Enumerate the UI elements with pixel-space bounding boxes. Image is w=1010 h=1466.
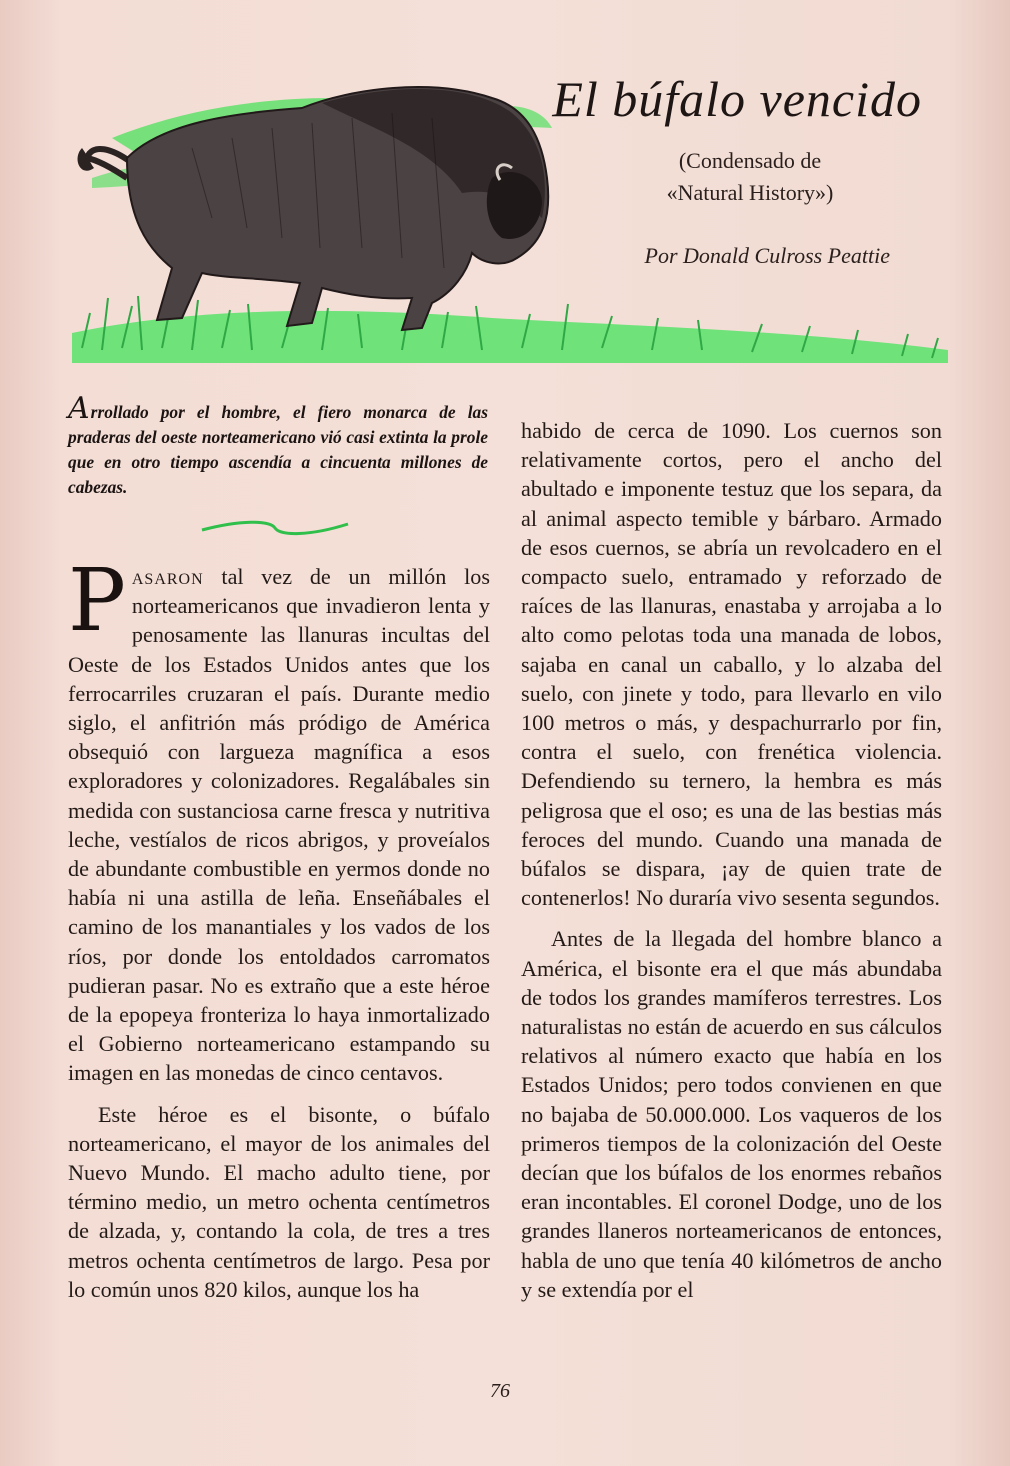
ornament-swash xyxy=(200,518,350,538)
paragraph-1-text: tal vez de un millón los norteamericanos que invadieron lenta y penosamente las llanuras incultas del Oeste de los Estados Unidos antes que los ferrocarriles cruzaran el país. Durante medio siglo, el anfitrión más pródigo de América obsequió con largueza magnífica a esos exploradores y colonizadores. Regalábales sin medida con sustanciosa carne fresca y nutritiva leche, vestíalos de ricos abrigos, y proveíalos de abundante combustible en yermos donde no había ni una astilla de leña. Enseñábales el camino de los manantiales y los vados de los ríos, por donde los entoldados carromatos pudieran pasar. No es extraño que a este héroe de la epopeya fronteriza lo haya inmortalizado el Gobierno norteamericano estampando su imagen en las monedas de cinco centavos. xyxy=(68,564,490,1086)
drop-cap: P xyxy=(68,551,126,651)
paragraph-2: Este héroe es el bisonte, o búfalo norteamericano, el mayor de los animales del Nuevo Mundo. El macho adulto tiene, por término medio, un metro ochenta centímetros de alzada, y, contando la cola, de tres a tres metros ochenta centímetros de largo. Pesa por lo común unos 820 kilos, aunque los ha xyxy=(68,1101,490,1302)
byline: Por Donald Culross Peattie xyxy=(644,243,890,268)
paragraph-4: Antes de la llegada del hombre blanco a América, el bisonte era el que más abundaba de todos los grandes mamíferos terrestres. Los naturalistas no están de acuerdo en sus cálculos relativos al número exacto que había en los Estados Unidos; pero todos convienen en que no bajaba de 50.000.000. Los vaqueros de los primeros tiempos de la colonización del Oeste decían que los búfalos de los enormes rebaños eran incontables. El coronel Dodge, uno de los grandes llaneros norteamericanos de entonces, habla de uno que tenía 40 kilómetros de ancho y se extendía por el xyxy=(521,926,942,1302)
article-title: El búfalo vencido xyxy=(552,71,922,127)
deck-initial: A xyxy=(68,391,90,426)
column-left xyxy=(68,551,490,1304)
paragraph-3: habido de cerca de 1090. Los cuernos son relativamente cortos, pero el ancho del abultado e imponente testuz que los separa, da al animal aspecto temible y bárbaro. Armado de esos cuernos, se abría un revolcadero en el compacto suelo, entramado y reforzado de raíces de las llanuras, enastaba y arrojaba a lo alto como pelotas toda una manada de lobos, sajaba en canal un caballo, y lo alzaba del suelo, con jinete y todo, para llevarlo en vilo 100 metros o más, y despachurrarlo por fin, contra el suelo, con frenética violencia. Defendiendo su ternero, la hembra es más peligrosa que el oso; es una de las bestias más feroces del mundo. Cuando una manada de búfalos se dispara, ¡ay de quien trate de contenerlos! No duraría vivo sesenta segundos. xyxy=(521,418,942,911)
deck-text: rrollado por el hombre, el fiero monarca de las praderas del oeste norteamericano vió casi extinta la prole que en otro tiempo ascendía a cincuenta millones de cabezas. xyxy=(68,402,488,497)
page-number: 76 xyxy=(490,1380,510,1402)
source-line-1: (Condensado de xyxy=(678,148,822,173)
source-note xyxy=(600,145,900,209)
opening-smallcaps: asaron xyxy=(131,564,204,589)
article-deck xyxy=(68,391,488,500)
paragraph-1 xyxy=(68,551,490,1088)
source-line-2: «Natural History») xyxy=(666,180,834,205)
column-right xyxy=(521,416,942,1304)
